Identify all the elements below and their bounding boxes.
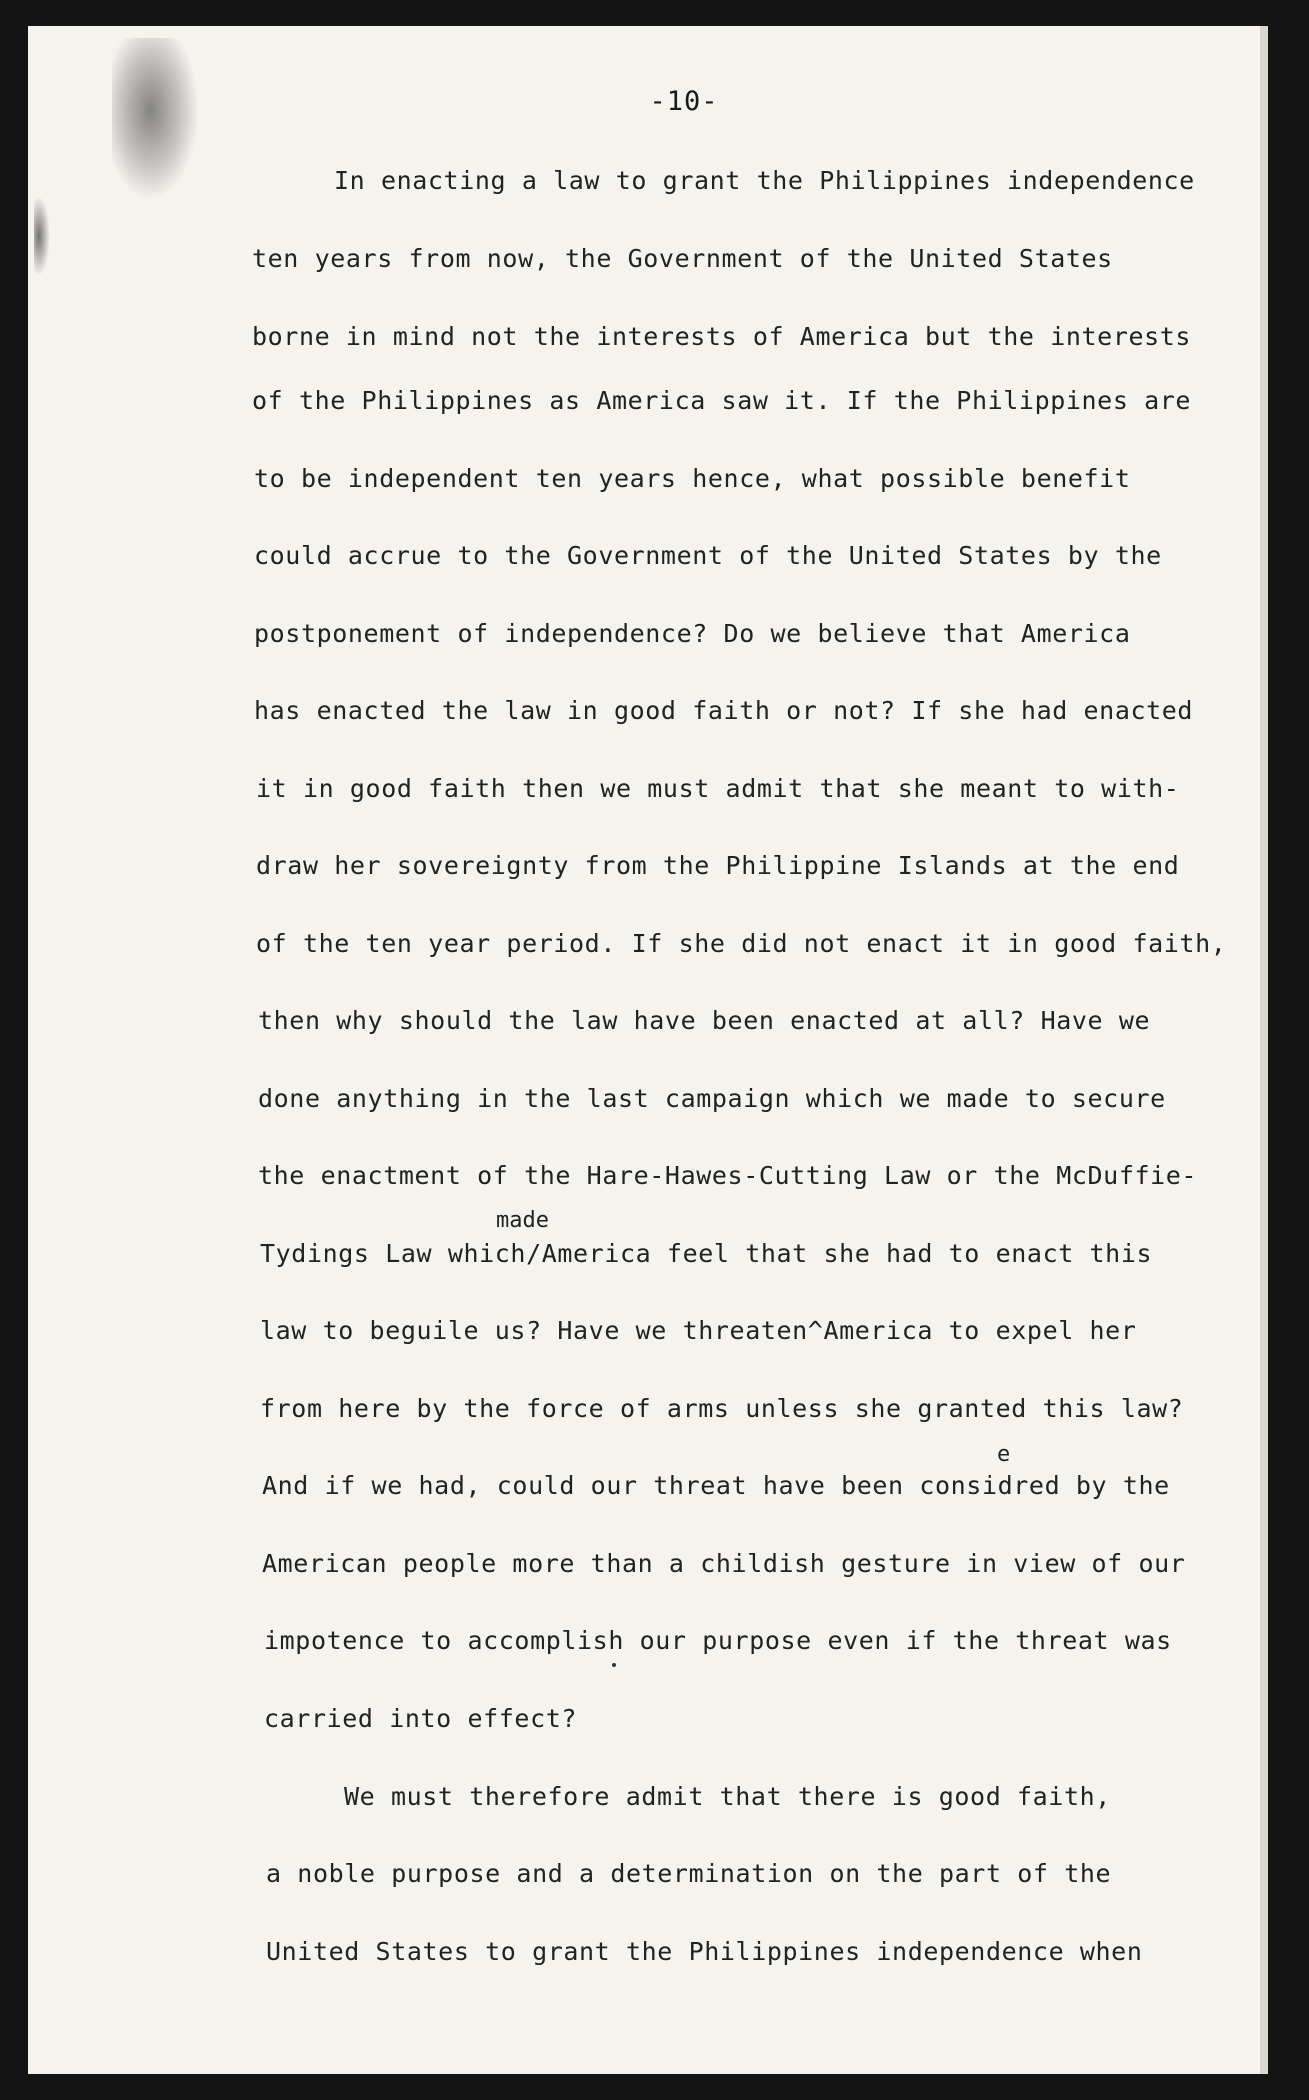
page-number: -10- (649, 86, 719, 117)
text-line: draw her sovereignty from the Philippine Islands at the end (256, 851, 1180, 880)
text-line: law to beguile us? Have we threaten^America to expel her (260, 1316, 1137, 1345)
text-line: In enacting a law to grant the Philippines independence (334, 166, 1195, 195)
text-line: done anything in the last campaign which we made to secure (258, 1084, 1166, 1113)
text-line: borne in mind not the interests of America but the interests (252, 322, 1192, 351)
text-line: We must therefore admit that there is good faith, (344, 1782, 1111, 1811)
text-line: impotence to accomplish our purpose even if the threat was (264, 1626, 1172, 1655)
text-line: carried into effect? (264, 1704, 578, 1733)
text-line: American people more than a childish gesture in view of our (262, 1549, 1186, 1578)
ink-dot (612, 1663, 616, 1667)
handwritten-insertion-e: e (997, 1442, 1011, 1467)
handwritten-insertion-made: made (496, 1208, 549, 1233)
document-page (28, 26, 1268, 2074)
text-line: could accrue to the Government of the United States by the (254, 541, 1162, 570)
text-line: of the ten year period. If she did not enact it in good faith, (256, 929, 1227, 958)
text-line: Tydings Law which/America feel that she had to enact this (260, 1239, 1153, 1268)
text-line: to be independent ten years hence, what possible benefit (254, 464, 1131, 493)
ink-smudge (112, 38, 198, 198)
text-line: from here by the force of arms unless she granted this law? (260, 1394, 1184, 1423)
text-line: has enacted the law in good faith or not? If she had enacted (254, 696, 1194, 725)
edge-mark (34, 196, 50, 276)
text-line: it in good faith then we must admit that she meant to with- (256, 774, 1180, 803)
text-line: United States to grant the Philippines independence when (266, 1937, 1143, 1966)
text-line: then why should the law have been enacted at all? Have we (258, 1006, 1151, 1035)
text-line: And if we had, could our threat have been considred by the (262, 1471, 1170, 1500)
text-line: a noble purpose and a determination on the part of the (266, 1859, 1112, 1888)
text-line: ten years from now, the Government of the United States (252, 244, 1113, 273)
text-line: the enactment of the Hare-Hawes-Cutting Law or the McDuffie- (258, 1161, 1198, 1190)
text-line: of the Philippines as America saw it. If the Philippines are (252, 386, 1192, 415)
text-line: postponement of independence? Do we believe that America (254, 619, 1131, 648)
